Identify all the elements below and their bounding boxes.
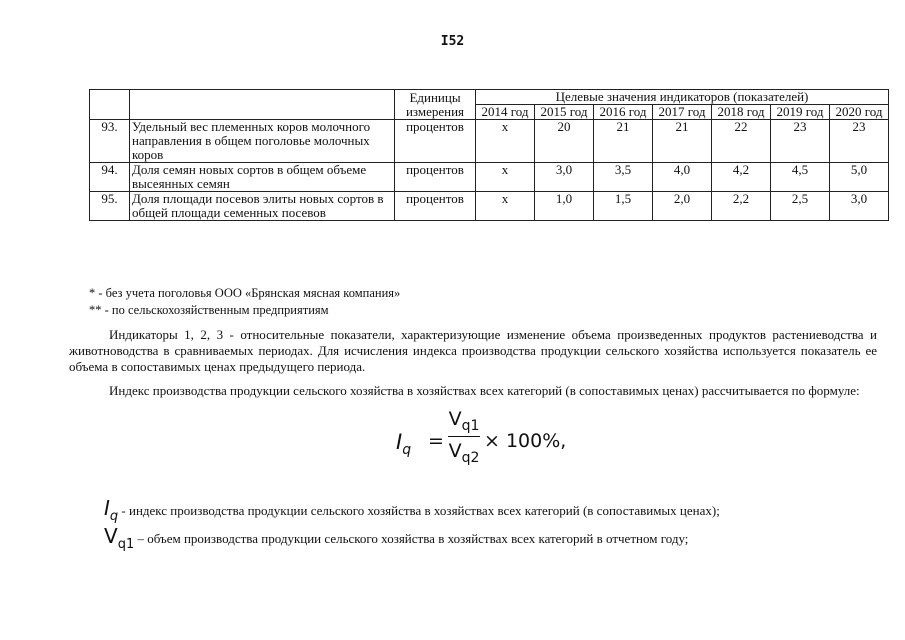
row-value: 1,0: [535, 192, 594, 221]
year-header: 2018 год: [712, 105, 771, 120]
year-header: 2014 год: [476, 105, 535, 120]
row-value: 3,0: [830, 192, 889, 221]
formula-fraction: [448, 408, 480, 466]
row-number: 95.: [90, 192, 130, 221]
year-header: 2020 год: [830, 105, 889, 120]
indicators-table: [89, 89, 889, 221]
row-name: Доля площади посевов элиты новых сортов в общей площади семенных посевов: [130, 192, 395, 221]
table-row: [90, 192, 889, 221]
row-value: x: [476, 120, 535, 163]
header-target-cell: Целевые значения индикаторов (показателей): [476, 90, 889, 105]
row-number: 94.: [90, 163, 130, 192]
formula-multiplier: × 100%,: [484, 430, 567, 452]
row-number: 93.: [90, 120, 130, 163]
row-value: 4,2: [712, 163, 771, 192]
definition-symbol: $I_q$: [104, 496, 119, 524]
row-unit: процентов: [395, 163, 476, 192]
row-value: 2,0: [653, 192, 712, 221]
year-header: 2017 год: [653, 105, 712, 120]
paragraph-indicators: Индикаторы 1, 2, 3 - относительные показатели, характеризующие изменение объема произведенных продуктов растениеводства и животноводства в сравниваемых периодах. Для исчисления индекса производства продукции сельского хозяйства используется показатель ее объема в сопоставимых ценах предыдущего периода.: [69, 327, 877, 374]
row-value: 4,0: [653, 163, 712, 192]
row-value: 4,5: [771, 163, 830, 192]
definition-text: – объем производства продукции сельского хозяйства в хозяйствах всех категорий в отчетном году;: [134, 531, 689, 546]
row-value: 22: [712, 120, 771, 163]
header-unit-cell: Единицы измерения: [395, 90, 476, 120]
row-unit: процентов: [395, 120, 476, 163]
row-value: x: [476, 163, 535, 192]
footnotes: [89, 285, 400, 319]
year-header: 2016 год: [594, 105, 653, 120]
row-value: 2,2: [712, 192, 771, 221]
row-value: 21: [594, 120, 653, 163]
page-number: I52: [440, 34, 465, 49]
row-value: 2,5: [771, 192, 830, 221]
row-unit: процентов: [395, 192, 476, 221]
table-header-row: [90, 90, 889, 105]
formula-denominator: $V_{q2}$: [448, 440, 480, 466]
row-value: 1,5: [594, 192, 653, 221]
definition-vq1: [104, 524, 688, 552]
definition-iq: [104, 496, 720, 524]
header-num-cell: [90, 90, 130, 120]
fraction-bar: [448, 436, 480, 437]
row-name: Удельный вес племенных коров молочного направления в общем поголовье молочных коров: [130, 120, 395, 163]
definition-text: - индекс производства продукции сельского хозяйства в хозяйствах всех категорий (в сопоставимых ценах);: [118, 503, 720, 518]
formula-equals: =: [428, 430, 444, 452]
index-formula: [396, 408, 596, 474]
footnote: * - без учета поголовья ООО «Брянская мясная компания»: [89, 286, 401, 300]
row-name: Доля семян новых сортов в общем объеме высеянных семян: [130, 163, 395, 192]
row-value: 5,0: [830, 163, 889, 192]
table-row: [90, 163, 889, 192]
row-value: 23: [771, 120, 830, 163]
definition-symbol: $V_{q1}$: [104, 524, 135, 552]
year-header: 2019 год: [771, 105, 830, 120]
row-value: x: [476, 192, 535, 221]
footnote: ** - по сельскохозяйственным предприятиям: [89, 303, 329, 317]
row-value: 3,0: [535, 163, 594, 192]
row-value: 20: [535, 120, 594, 163]
row-value: 3,5: [594, 163, 653, 192]
formula-numerator: $V_{q1}$: [448, 408, 480, 434]
year-header: 2015 год: [535, 105, 594, 120]
formula-lhs: $I_q$: [396, 430, 412, 458]
paragraph-index: Индекс производства продукции сельского хозяйства в хозяйствах всех категорий (в сопоставимых ценах) рассчитывается по формуле:: [109, 383, 860, 398]
table-row: [90, 120, 889, 163]
header-name-cell: [130, 90, 395, 120]
row-value: 21: [653, 120, 712, 163]
row-value: 23: [830, 120, 889, 163]
